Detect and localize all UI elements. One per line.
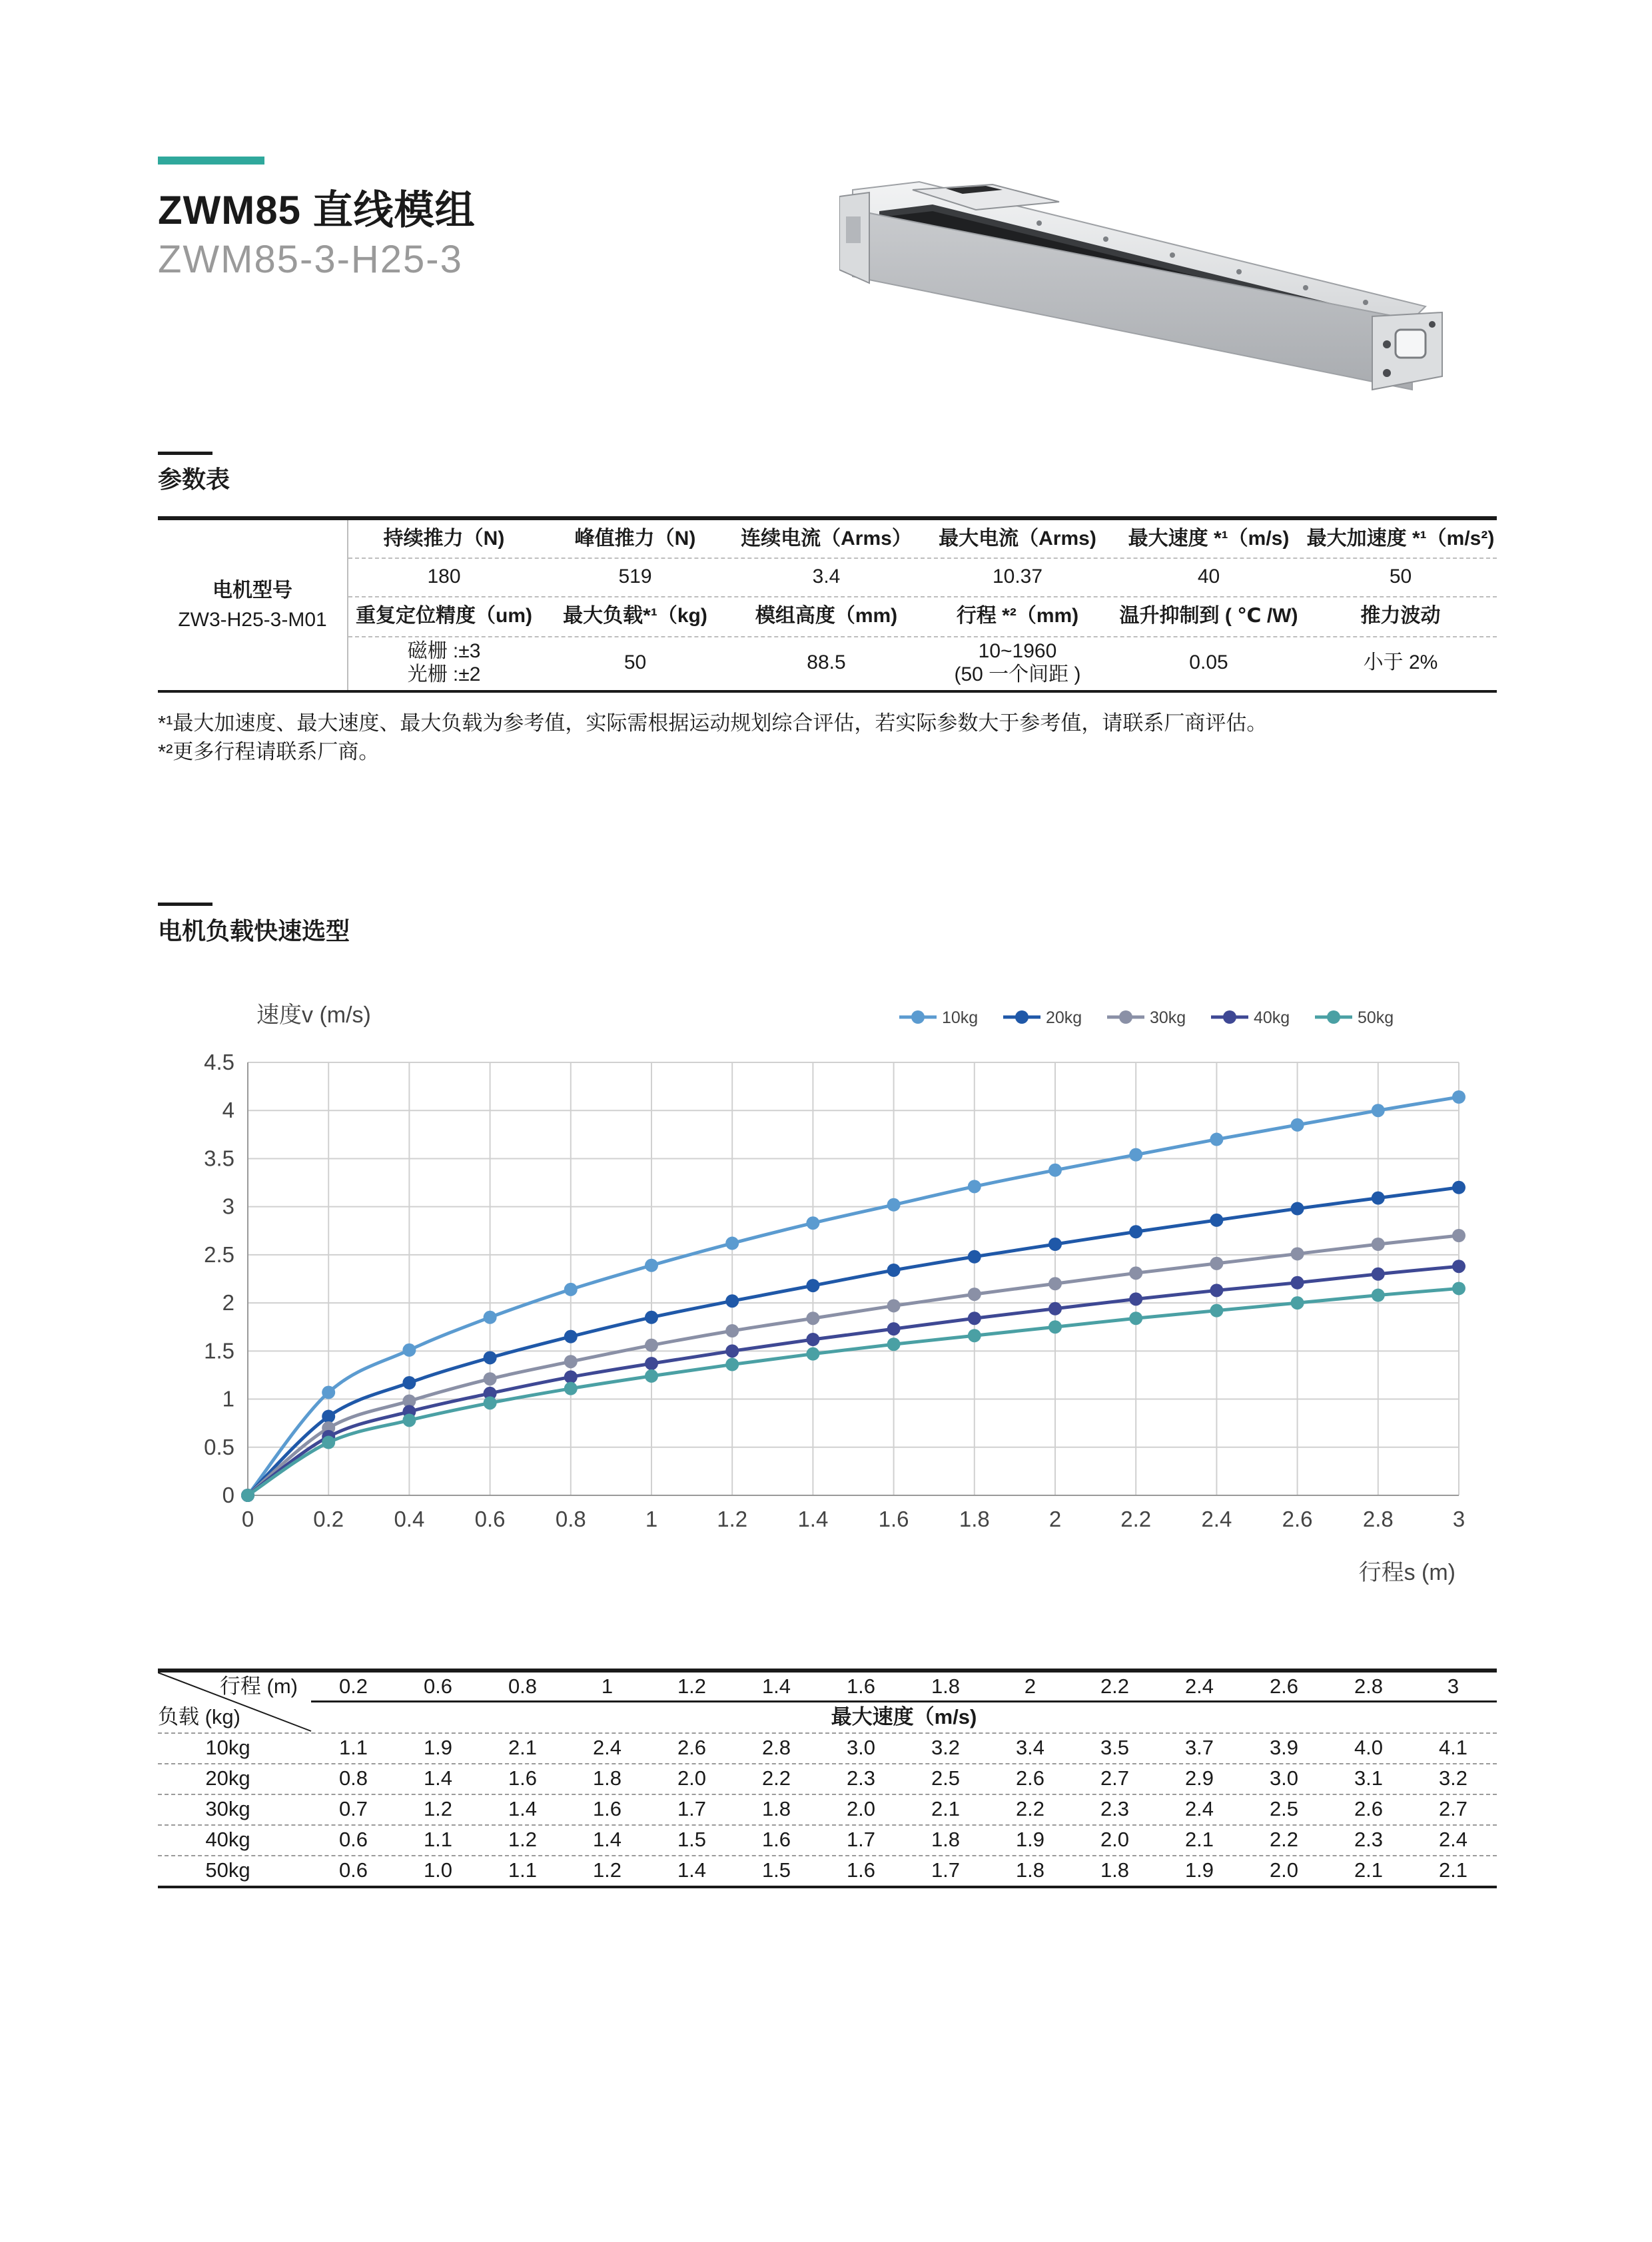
speed-value-cell: 3.1	[1354, 1766, 1384, 1790]
speed-value-cell: 2.2	[1269, 1828, 1299, 1851]
max-speed-header: 最大速度（m/s)	[831, 1705, 977, 1728]
speed-value-cell: 2.6	[677, 1736, 707, 1759]
data-point-40kg	[564, 1370, 578, 1383]
data-point-40kg	[1210, 1284, 1223, 1297]
x-tick-label: 1.6	[878, 1507, 909, 1531]
table-bottom-rule	[158, 690, 1497, 693]
speed-value-cell: 1.4	[592, 1828, 622, 1851]
stroke-range: 10~1960	[978, 640, 1057, 662]
legend-marker-50kg	[1327, 1010, 1340, 1024]
value-stroke	[922, 636, 1113, 690]
value-max-load: 50	[623, 651, 647, 674]
accent-bar	[158, 157, 264, 165]
stroke-header-cell: 2.8	[1354, 1675, 1384, 1698]
speed-value-cell: 1.8	[761, 1797, 791, 1820]
value-module-height: 88.5	[807, 651, 846, 674]
linear-module-image	[839, 170, 1452, 463]
page-title: ZWM85 直线模组	[158, 188, 476, 232]
data-point-10kg	[968, 1180, 981, 1193]
legend-marker-20kg	[1015, 1010, 1029, 1024]
speed-value-cell: 3.0	[1269, 1766, 1299, 1790]
stroke-header-cell: 1.2	[677, 1675, 707, 1698]
data-point-40kg	[725, 1344, 739, 1357]
speed-value-cell: 2.9	[1184, 1766, 1214, 1790]
y-tick-label: 3	[222, 1194, 234, 1219]
data-point-30kg	[1452, 1229, 1465, 1242]
speed-value-cell: 2.1	[1354, 1858, 1384, 1882]
data-point-30kg	[725, 1324, 739, 1337]
series-line-50kg	[248, 1288, 1459, 1495]
data-point-10kg	[484, 1311, 497, 1324]
speed-value-cell: 1.4	[423, 1766, 453, 1790]
data-point-30kg	[1372, 1238, 1385, 1251]
x-tick-label: 0.4	[394, 1507, 425, 1531]
header-force-ripple: 推力波动	[1360, 604, 1441, 627]
section-title-params: 参数表	[158, 466, 230, 493]
speed-value-cell: 1.6	[508, 1766, 538, 1790]
data-point-30kg	[1210, 1257, 1223, 1270]
speed-value-cell: 1.1	[423, 1828, 453, 1851]
data-point-30kg	[484, 1372, 497, 1385]
header-peak-force: 峰值推力（N)	[574, 527, 696, 550]
x-tick-label: 3	[1452, 1507, 1465, 1531]
data-point-10kg	[806, 1216, 819, 1230]
speed-value-cell: 2.1	[1438, 1858, 1468, 1882]
speed-value-cell: 3.5	[1100, 1736, 1130, 1759]
speed-value-cell: 4.1	[1438, 1736, 1468, 1759]
header-repeat-precision: 重复定位精度（um)	[356, 604, 532, 627]
speed-stroke-chart	[0, 972, 1652, 1679]
data-point-50kg	[402, 1413, 416, 1427]
y-tick-label: 0	[222, 1483, 234, 1507]
data-point-10kg	[725, 1237, 739, 1250]
x-tick-label: 2.8	[1362, 1507, 1394, 1531]
data-point-50kg	[725, 1358, 739, 1371]
speed-value-cell: 3.7	[1184, 1736, 1214, 1759]
stroke-header-cell: 1.4	[761, 1675, 791, 1698]
speed-value-cell: 1.4	[677, 1858, 707, 1882]
header-temp-rise: 温升抑制到 ( ℃ /W)	[1119, 604, 1298, 627]
speed-value-cell: 1.8	[592, 1766, 622, 1790]
speed-value-cell: 3.9	[1269, 1736, 1299, 1759]
speed-value-cell: 2.3	[1354, 1828, 1384, 1851]
data-point-40kg	[645, 1357, 658, 1370]
stroke-header-cell: 0.6	[423, 1675, 453, 1698]
value-max-accel: 50	[1389, 565, 1412, 587]
x-tick-label: 1.4	[797, 1507, 829, 1531]
motor-model-cell	[158, 520, 347, 690]
speed-value-cell: 2.1	[508, 1736, 538, 1759]
data-point-50kg	[322, 1436, 335, 1449]
speed-table	[158, 1669, 1497, 1888]
speed-value-cell: 2.4	[592, 1736, 622, 1759]
x-tick-label: 0	[241, 1507, 254, 1531]
data-point-20kg	[1129, 1225, 1142, 1238]
header-continuous-force: 持续推力（N)	[383, 527, 505, 550]
speed-value-cell: 2.2	[761, 1766, 791, 1790]
speed-value-cell: 0.8	[338, 1766, 368, 1790]
data-point-50kg	[1372, 1289, 1385, 1302]
value-repeat-precision	[348, 636, 540, 690]
data-point-10kg	[402, 1343, 416, 1357]
speed-value-cell: 1.5	[761, 1858, 791, 1882]
stroke-header-cell: 1	[601, 1675, 614, 1698]
legend-label-30kg: 30kg	[1150, 1008, 1186, 1027]
speed-value-cell: 1.6	[761, 1828, 791, 1851]
data-point-30kg	[968, 1288, 981, 1301]
x-tick-label: 1	[645, 1507, 658, 1531]
load-label-cell: 10kg	[205, 1736, 250, 1759]
data-point-10kg	[1129, 1148, 1142, 1162]
speed-value-cell: 2.0	[1100, 1828, 1130, 1851]
speed-value-cell: 2.2	[1015, 1797, 1045, 1820]
table-bottom-rule	[158, 1886, 1497, 1888]
data-point-10kg	[1291, 1118, 1304, 1132]
data-point-10kg	[564, 1283, 578, 1296]
data-point-10kg	[887, 1198, 901, 1212]
y-tick-label: 3.5	[204, 1146, 234, 1171]
data-point-30kg	[1048, 1277, 1062, 1290]
y-tick-label: 1.5	[204, 1338, 234, 1363]
parameter-table	[158, 516, 1497, 693]
speed-value-cell: 1.8	[931, 1828, 961, 1851]
data-point-50kg	[1452, 1282, 1465, 1295]
legend-label-20kg: 20kg	[1046, 1008, 1082, 1027]
speed-value-cell: 2.1	[1184, 1828, 1214, 1851]
data-point-10kg	[1452, 1090, 1465, 1104]
legend-marker-30kg	[1119, 1010, 1132, 1024]
data-point-30kg	[564, 1355, 578, 1368]
legend-label-10kg: 10kg	[942, 1008, 979, 1027]
speed-value-cell: 1.9	[423, 1736, 453, 1759]
value-max-speed: 40	[1197, 565, 1220, 587]
speed-value-cell: 1.5	[677, 1828, 707, 1851]
x-axis-label: 行程s (m)	[1358, 1560, 1455, 1585]
data-point-20kg	[484, 1351, 497, 1364]
x-tick-label: 1.8	[959, 1507, 990, 1531]
data-point-20kg	[968, 1250, 981, 1264]
load-label-cell: 50kg	[205, 1858, 250, 1882]
data-point-40kg	[806, 1333, 819, 1346]
speed-value-cell: 1.9	[1015, 1828, 1045, 1851]
data-point-30kg	[645, 1339, 658, 1352]
speed-value-cell: 1.7	[846, 1828, 876, 1851]
speed-value-cell: 2.0	[677, 1766, 707, 1790]
speed-value-cell: 3.4	[1015, 1736, 1045, 1759]
data-point-20kg	[402, 1376, 416, 1389]
stroke-header-cell: 2.2	[1100, 1675, 1130, 1698]
speed-value-cell: 4.0	[1354, 1736, 1384, 1759]
speed-value-cell: 3.2	[1438, 1766, 1468, 1790]
data-point-20kg	[645, 1311, 658, 1324]
header-max-accel: 最大加速度 *¹（m/s²)	[1306, 527, 1495, 550]
data-point-10kg	[645, 1259, 658, 1272]
x-tick-label: 2.4	[1201, 1507, 1232, 1531]
data-point-10kg	[322, 1385, 335, 1399]
stroke-header-cell: 0.2	[338, 1675, 368, 1698]
y-tick-label: 1	[222, 1386, 234, 1411]
speed-value-cell: 2.6	[1354, 1797, 1384, 1820]
data-point-20kg	[322, 1410, 335, 1423]
data-point-20kg	[806, 1279, 819, 1292]
corner-stroke-label: 行程 (m)	[219, 1675, 298, 1698]
data-point-50kg	[806, 1347, 819, 1361]
stroke-header-cell: 2	[1024, 1675, 1036, 1698]
stroke-header-cell: 0.8	[508, 1675, 538, 1698]
header-max-speed: 最大速度 *¹（m/s)	[1128, 527, 1290, 550]
data-point-40kg	[1452, 1260, 1465, 1273]
x-tick-label: 2.6	[1282, 1507, 1313, 1531]
section-rule	[158, 903, 212, 906]
data-point-50kg	[1291, 1296, 1304, 1309]
legend-label-40kg: 40kg	[1254, 1008, 1290, 1027]
speed-value-cell: 1.8	[1015, 1858, 1045, 1882]
speed-value-cell: 1.9	[1184, 1858, 1214, 1882]
page-subtitle: ZWM85-3-H25-3	[158, 238, 463, 281]
footnote-2: *²更多行程请联系厂商。	[158, 739, 380, 763]
data-point-10kg	[1372, 1104, 1385, 1117]
speed-value-cell: 2.5	[931, 1766, 961, 1790]
x-tick-label: 0.6	[474, 1507, 506, 1531]
section-rule	[158, 452, 212, 455]
stroke-header-cell: 3	[1447, 1675, 1459, 1698]
speed-value-cell: 2.0	[1269, 1858, 1299, 1882]
data-point-50kg	[887, 1337, 901, 1351]
data-point-50kg	[1048, 1320, 1062, 1333]
value-max-current: 10.37	[992, 565, 1043, 587]
data-point-50kg	[564, 1382, 578, 1395]
header-stroke: 行程 *²（mm)	[956, 604, 1079, 627]
speed-value-cell: 1.6	[592, 1797, 622, 1820]
y-axis-label: 速度v (m/s)	[256, 1002, 371, 1028]
value-force-ripple: 小于 2%	[1363, 651, 1438, 674]
data-point-30kg	[1291, 1247, 1304, 1260]
speed-value-cell: 2.3	[846, 1766, 876, 1790]
speed-value-cell: 1.1	[508, 1858, 538, 1882]
data-point-30kg	[806, 1311, 819, 1325]
y-tick-label: 2	[222, 1290, 234, 1315]
data-point-40kg	[887, 1322, 901, 1335]
speed-value-cell: 2.4	[1184, 1797, 1214, 1820]
header-module-height: 模组高度（mm)	[755, 604, 898, 627]
speed-value-cell: 1.2	[508, 1828, 538, 1851]
header-max-current: 最大电流（Arms)	[939, 527, 1096, 550]
data-point-10kg	[1048, 1164, 1062, 1177]
speed-value-cell: 1.7	[677, 1797, 707, 1820]
header-max-load: 最大负载*¹（kg)	[563, 604, 707, 627]
speed-value-cell: 1.2	[592, 1858, 622, 1882]
speed-value-cell: 1.6	[846, 1858, 876, 1882]
header-continuous-current: 连续电流（Arms）	[741, 527, 912, 550]
data-point-50kg	[484, 1396, 497, 1409]
footnotes	[158, 709, 1267, 767]
speed-value-cell: 2.0	[846, 1797, 876, 1820]
speed-value-cell: 2.3	[1100, 1797, 1130, 1820]
stroke-header-cell: 2.6	[1269, 1675, 1299, 1698]
speed-value-cell: 1.8	[1100, 1858, 1130, 1882]
stroke-step: (50 一个间距 )	[954, 663, 1081, 685]
y-tick-label: 2.5	[204, 1242, 234, 1267]
value-continuous-force: 180	[427, 565, 461, 587]
precision-magnetic: 磁栅 :±3	[407, 640, 481, 662]
corner-load-label: 负载 (kg)	[158, 1705, 240, 1728]
data-point-20kg	[1048, 1238, 1062, 1251]
data-point-50kg	[241, 1489, 254, 1502]
x-tick-label: 0.2	[313, 1507, 344, 1531]
motor-label: 电机型号	[212, 579, 292, 601]
y-tick-label: 4.5	[204, 1050, 234, 1074]
data-point-30kg	[887, 1299, 901, 1312]
x-tick-label: 1.2	[717, 1507, 748, 1531]
value-peak-force: 519	[618, 565, 652, 587]
data-point-20kg	[1291, 1202, 1304, 1216]
data-point-50kg	[1129, 1311, 1142, 1325]
speed-value-cell: 1.0	[423, 1858, 453, 1882]
precision-optical: 光栅 :±2	[407, 663, 481, 685]
speed-value-cell: 3.2	[931, 1736, 961, 1759]
motor-model: ZW3-H25-3-M01	[178, 608, 327, 631]
data-point-20kg	[1372, 1192, 1385, 1205]
series-line-10kg	[248, 1097, 1459, 1495]
value-temp-rise: 0.05	[1189, 651, 1228, 674]
value-continuous-current: 3.4	[812, 565, 841, 587]
stroke-header-cell: 2.4	[1184, 1675, 1214, 1698]
data-point-50kg	[645, 1369, 658, 1383]
legend-marker-10kg	[911, 1010, 925, 1024]
section-title-chart: 电机负载快速选型	[158, 917, 350, 944]
x-tick-label: 2	[1048, 1507, 1062, 1531]
series-line-30kg	[248, 1236, 1459, 1495]
stroke-header-cell: 1.8	[931, 1675, 961, 1698]
data-point-40kg	[1291, 1276, 1304, 1290]
load-label-cell: 40kg	[205, 1828, 250, 1851]
data-point-40kg	[1048, 1302, 1062, 1315]
speed-value-cell: 3.0	[846, 1736, 876, 1759]
y-tick-label: 4	[222, 1098, 234, 1123]
speed-value-cell: 2.7	[1438, 1797, 1468, 1820]
data-point-20kg	[887, 1264, 901, 1277]
load-label-cell: 20kg	[205, 1766, 250, 1790]
data-point-30kg	[1129, 1266, 1142, 1280]
data-point-50kg	[1210, 1304, 1223, 1317]
speed-value-cell: 0.6	[338, 1828, 368, 1851]
speed-value-cell: 2.4	[1438, 1828, 1468, 1851]
data-point-20kg	[725, 1294, 739, 1308]
data-point-20kg	[564, 1330, 578, 1343]
data-point-40kg	[968, 1311, 981, 1325]
speed-value-cell: 0.6	[338, 1858, 368, 1882]
stroke-header-cell: 1.6	[846, 1675, 876, 1698]
y-tick-label: 0.5	[204, 1434, 234, 1459]
speed-value-cell: 1.2	[423, 1797, 453, 1820]
legend-marker-40kg	[1223, 1010, 1236, 1024]
speed-value-cell: 0.7	[338, 1797, 368, 1820]
x-tick-label: 0.8	[555, 1507, 586, 1531]
data-point-40kg	[1372, 1268, 1385, 1281]
speed-value-cell: 2.7	[1100, 1766, 1130, 1790]
data-point-50kg	[968, 1329, 981, 1342]
legend-label-50kg: 50kg	[1358, 1008, 1394, 1027]
speed-value-cell: 1.7	[931, 1858, 961, 1882]
data-point-40kg	[1129, 1292, 1142, 1306]
speed-value-cell: 1.1	[338, 1736, 368, 1759]
speed-value-cell: 2.5	[1269, 1797, 1299, 1820]
data-point-10kg	[1210, 1133, 1223, 1146]
speed-value-cell: 2.1	[931, 1797, 961, 1820]
footnote-1: *¹最大加速度、最大速度、最大负载为参考值，实际需根据运动规划综合评估，若实际参数大于参考值，请联系厂商评估。	[158, 711, 1268, 735]
x-tick-label: 2.2	[1120, 1507, 1152, 1531]
speed-value-cell: 1.4	[508, 1797, 538, 1820]
data-point-20kg	[1210, 1214, 1223, 1227]
load-label-cell: 30kg	[205, 1797, 250, 1820]
series-line-40kg	[248, 1266, 1459, 1495]
speed-value-cell: 2.8	[761, 1736, 791, 1759]
data-point-20kg	[1452, 1181, 1465, 1194]
speed-value-cell: 2.6	[1015, 1766, 1045, 1790]
